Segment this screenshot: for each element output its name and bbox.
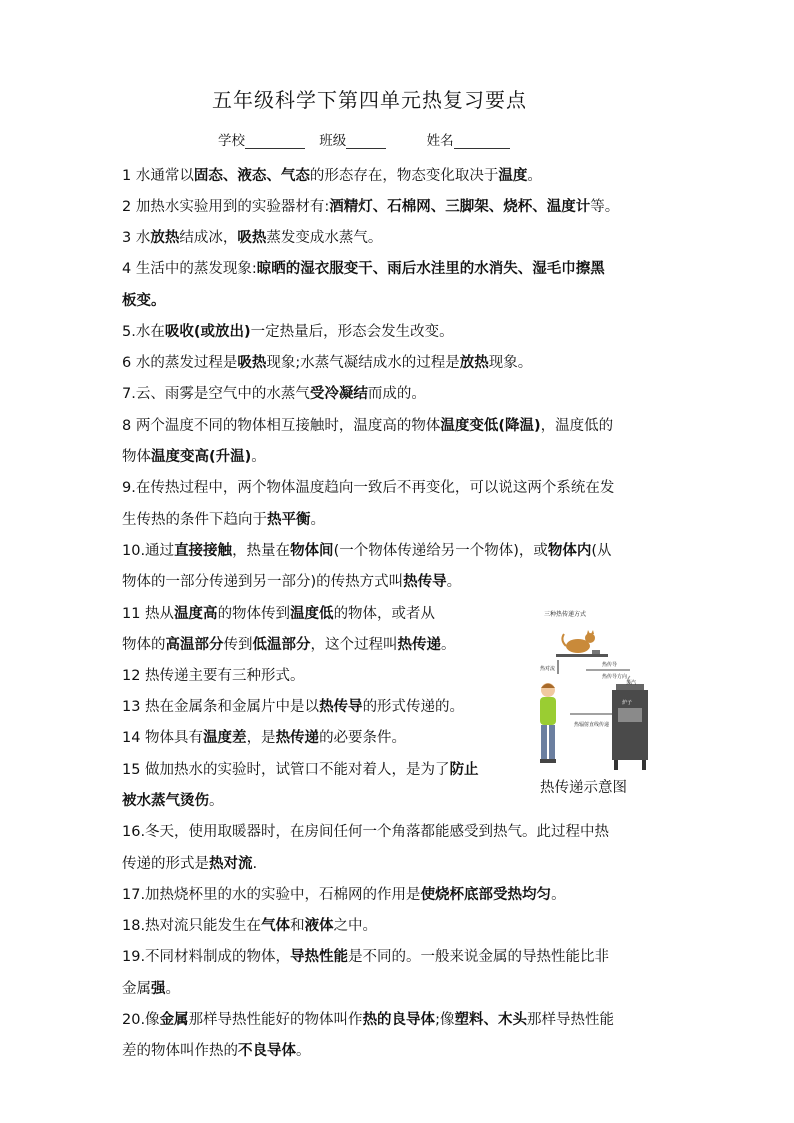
- text-run: 结成冰，: [179, 230, 238, 246]
- text-run: 14 物体具有: [122, 730, 204, 746]
- text-run: 等。: [590, 199, 620, 215]
- text-line: [122, 378, 426, 410]
- boy-icon: [540, 683, 556, 763]
- key-term: 温度: [498, 168, 528, 184]
- text-run: 现象。: [488, 355, 533, 371]
- text-run: ，这个过程叫: [310, 637, 398, 653]
- text-run: 1 水通常以: [122, 168, 194, 184]
- key-term: 放热: [150, 230, 180, 246]
- label-conduction: 热传导: [602, 662, 618, 668]
- page-title: 五年级科学下第四单元热复习要点: [212, 88, 527, 112]
- text-line: [122, 941, 609, 973]
- label-stove: 炉子: [622, 700, 633, 706]
- text-run: 一定热量后，形态会发生改变。: [250, 324, 454, 340]
- school-label: 学校: [218, 133, 245, 149]
- text-run: 差的物体叫作热的: [122, 1043, 238, 1059]
- key-term: 吸热: [237, 355, 267, 371]
- text-run: 现象;水蒸气凝结成水的过程是: [266, 355, 460, 371]
- text-run: (一个物体传递给另一个物体)，或: [333, 543, 548, 559]
- text-line: [122, 535, 612, 567]
- key-term: 物体内: [547, 543, 592, 559]
- key-term: 晾晒的湿衣服变干、雨后水洼里的水消失、湿毛巾擦黑: [256, 261, 605, 277]
- text-run: 18.热对流只能发生在: [122, 918, 262, 934]
- text-line: [122, 441, 266, 473]
- text-run: .: [252, 856, 258, 872]
- key-term: 热传导: [403, 574, 447, 590]
- text-run: 之中。: [333, 918, 378, 934]
- key-term: 塑料、木头: [454, 1012, 527, 1028]
- key-term: 气体: [261, 918, 291, 934]
- key-term: 热传导: [319, 699, 363, 715]
- key-term: 酒精灯、石棉网、三脚架、烧杯、温度计: [329, 199, 591, 215]
- key-term: 温度变高(升温): [151, 449, 252, 465]
- text-line: [122, 1004, 614, 1036]
- text-run: 15 做加热水的实验时，试管口不能对着人，是为了: [122, 762, 450, 778]
- text-run: 8 两个温度不同的物体相互接触时，温度高的物体: [122, 418, 441, 434]
- text-run: 。: [551, 887, 566, 903]
- key-term: 固态、液态、气态: [193, 168, 310, 184]
- text-run: 5.水在: [122, 324, 165, 340]
- text-run: 。: [441, 637, 456, 653]
- key-term: 热平衡: [267, 512, 311, 528]
- text-line: [122, 253, 605, 285]
- text-run: 7.云、雨雾是空气中的水蒸气: [122, 386, 310, 402]
- text-run: 的物体，或者从: [333, 606, 436, 622]
- text-run: 3 水: [122, 230, 151, 246]
- text-run: 13 热在金属条和金属片中是以: [122, 699, 320, 715]
- text-line: [122, 754, 479, 786]
- text-line: [122, 598, 435, 630]
- cat-icon: [562, 630, 595, 653]
- heat-transfer-figure: [530, 604, 652, 774]
- text-line: [122, 222, 382, 254]
- key-term: 热传递: [275, 730, 320, 746]
- text-run: 19.不同材料制成的物体，: [122, 949, 291, 965]
- text-run: ，是: [246, 730, 276, 746]
- text-run: 那样导热性能: [526, 1012, 614, 1028]
- text-run: 11 热从: [122, 606, 175, 622]
- text-line: [122, 848, 257, 880]
- text-run: 金属: [122, 981, 151, 997]
- text-run: 传到: [223, 637, 253, 653]
- text-run: 12 热传递主要有三种形式。: [122, 668, 305, 684]
- text-line: [122, 504, 325, 536]
- text-line: [122, 629, 456, 661]
- text-run: 的物体传到: [217, 606, 291, 622]
- text-line: [122, 973, 180, 1005]
- text-run: 。: [209, 793, 224, 809]
- key-term: 高温部分: [165, 637, 224, 653]
- text-run: 10.通过: [122, 543, 175, 559]
- text-run: 4 生活中的蒸发现象:: [122, 261, 257, 277]
- key-term: 板变。: [122, 293, 166, 309]
- name-label: 姓名: [426, 133, 454, 149]
- text-line: [122, 1035, 311, 1067]
- label-steam: 蒸汽: [626, 680, 637, 686]
- school-blank[interactable]: [245, 134, 305, 149]
- key-term: 液体: [304, 918, 334, 934]
- key-term: 强: [151, 981, 166, 997]
- text-run: 蒸发变成水蒸气。: [266, 230, 383, 246]
- text-run: 16.冬天，使用取暖器时，在房间任何一个角落都能感受到热气。此过程中热: [122, 824, 610, 840]
- figure-caption: 热传递示意图: [540, 780, 627, 796]
- text-run: 。: [165, 981, 180, 997]
- pot-icon: [592, 650, 600, 654]
- text-run: 传递的形式是: [122, 856, 209, 872]
- text-line: [122, 879, 566, 911]
- text-run: 。: [446, 574, 462, 590]
- text-line: [122, 566, 461, 598]
- key-term: 热传递: [397, 637, 441, 653]
- text-line: [122, 191, 619, 223]
- key-term: 低温部分: [252, 637, 311, 653]
- text-line: [122, 285, 166, 317]
- text-run: 17.加热烧杯里的水的实验中，石棉网的作用是: [122, 887, 421, 903]
- text-run: ，温度低的: [540, 418, 614, 434]
- text-line: [122, 660, 305, 692]
- name-blank[interactable]: [454, 134, 510, 149]
- text-run: 和: [290, 918, 305, 934]
- key-term: 物体间: [290, 543, 334, 559]
- text-run: 20.像: [122, 1012, 160, 1028]
- text-line: [122, 410, 613, 442]
- text-line: [122, 910, 377, 942]
- label-convection: 热对流: [540, 666, 556, 672]
- key-term: 温度变低(降温): [440, 418, 541, 434]
- text-run: 物体: [122, 449, 151, 465]
- stove-icon: [612, 676, 648, 770]
- text-run: 6 水的蒸发过程是: [122, 355, 238, 371]
- text-run: 的形态存在，物态变化取决于: [309, 168, 499, 184]
- text-run: 。: [527, 168, 542, 184]
- key-term: 吸收(或放出): [164, 324, 251, 340]
- text-line: [122, 316, 454, 348]
- label-radiation: 热辐射直线传递: [574, 722, 610, 728]
- text-run: 而成的。: [367, 386, 426, 402]
- key-term: 受冷凝结: [309, 386, 368, 402]
- class-label: 班级: [319, 133, 347, 149]
- text-run: 是不同的。一般来说金属的导热性能比非: [348, 949, 610, 965]
- text-run: (从: [591, 543, 612, 559]
- key-term: 温度差: [203, 730, 247, 746]
- text-line: [122, 816, 609, 848]
- figure-heading: 三种热传递方式: [544, 611, 587, 618]
- key-term: 被水蒸气烫伤: [122, 793, 209, 809]
- key-term: 放热: [459, 355, 489, 371]
- text-line: [122, 722, 406, 754]
- key-term: 使烧杯底部受热均匀: [420, 887, 552, 903]
- key-term: 不良导体: [238, 1043, 296, 1059]
- key-term: 温度低: [290, 606, 334, 622]
- key-term: 导热性能: [290, 949, 349, 965]
- text-run: 。: [296, 1043, 311, 1059]
- text-run: 9.在传热过程中，两个物体温度趋向一致后不再变化，可以说这两个系统在发: [122, 480, 615, 496]
- text-run: 。: [310, 512, 325, 528]
- text-line: [122, 472, 614, 504]
- text-run: ;像: [435, 1012, 455, 1028]
- label-conduction-dir: 热传导方向: [602, 674, 628, 680]
- key-term: 温度高: [174, 606, 218, 622]
- text-line: [122, 347, 532, 379]
- text-line: [122, 160, 542, 192]
- key-term: 防止: [449, 762, 479, 778]
- text-run: 。: [251, 449, 266, 465]
- text-run: 生传热的条件下趋向于: [122, 512, 267, 528]
- class-blank[interactable]: [346, 134, 386, 149]
- key-term: 热的良导体: [362, 1012, 436, 1028]
- text-run: 物体的: [122, 637, 166, 653]
- key-term: 金属: [159, 1012, 189, 1028]
- text-run: 2 加热水实验用到的实验器材有:: [122, 199, 330, 215]
- text-run: 的形式传递的。: [362, 699, 465, 715]
- text-line: [122, 691, 464, 723]
- text-run: 那样导热性能好的物体叫作: [188, 1012, 363, 1028]
- text-run: 的必要条件。: [319, 730, 407, 746]
- key-term: 吸热: [237, 230, 267, 246]
- key-term: 直接接触: [174, 543, 233, 559]
- shelf: [556, 654, 608, 657]
- meta-row: [218, 129, 520, 149]
- text-run: 物体的一部分传递到另一部分)的传热方式叫: [122, 574, 404, 590]
- key-term: 热对流: [209, 856, 253, 872]
- text-line: [122, 785, 224, 817]
- text-run: ，热量在: [232, 543, 291, 559]
